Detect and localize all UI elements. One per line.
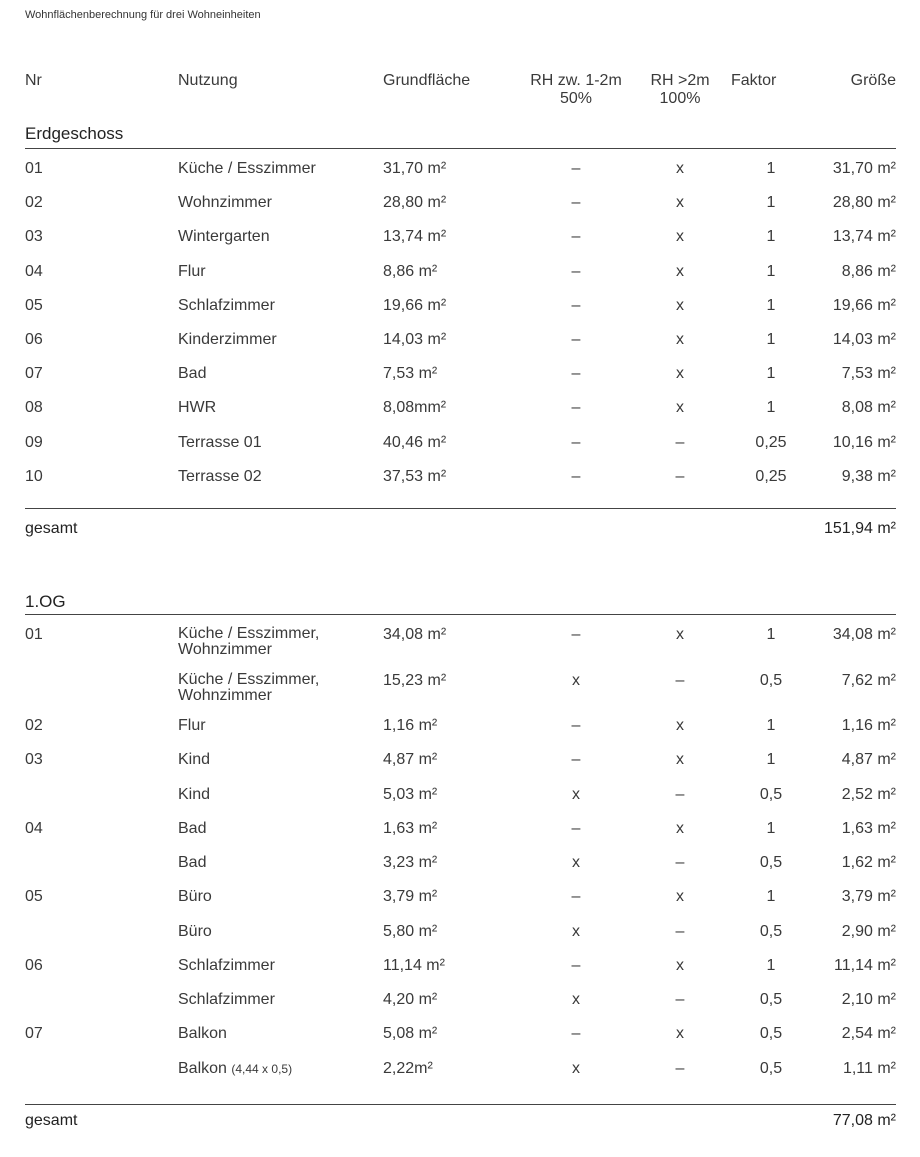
cell-rh-over-2m: x — [676, 399, 684, 416]
cell-faktor: 0,5 — [759, 1025, 783, 1042]
cell-grundflaeche: 31,70 m² — [383, 160, 447, 177]
cell-grundflaeche: 4,20 m² — [383, 991, 438, 1008]
section-divider — [25, 614, 896, 615]
cell-rh-1-2m: x — [572, 923, 580, 940]
cell-nr: 06 — [25, 957, 43, 974]
table-row — [0, 751, 920, 785]
cell-nutzung — [178, 717, 206, 734]
header-groesse: Größe — [850, 72, 896, 89]
cell-nutzung-label: Büro — [178, 888, 212, 905]
cell-nutzung-label: Bad — [178, 820, 207, 837]
cell-grundflaeche: 14,03 m² — [383, 331, 447, 348]
cell-rh-1-2m: x — [572, 991, 580, 1008]
cell-faktor: 0,25 — [755, 434, 787, 451]
cell-faktor: 1 — [766, 331, 776, 348]
cell-nutzung-label: Balkon — [178, 1025, 227, 1042]
cell-nr: 08 — [25, 399, 43, 416]
cell-rh-over-2m: – — [675, 672, 685, 689]
cell-rh-1-2m: – — [571, 194, 581, 211]
cell-nutzung — [178, 1025, 227, 1042]
section-divider — [25, 148, 896, 149]
cell-nutzung — [178, 399, 216, 416]
cell-nutzung — [178, 751, 210, 768]
cell-faktor: 1 — [766, 228, 776, 245]
cell-nutzung — [178, 263, 206, 280]
cell-faktor: 0,25 — [755, 468, 787, 485]
cell-groesse: 2,10 m² — [841, 991, 896, 1008]
cell-faktor: 1 — [766, 717, 776, 734]
table-row — [0, 434, 920, 468]
cell-faktor: 1 — [766, 626, 776, 643]
cell-rh-1-2m: – — [571, 820, 581, 837]
cell-nutzung-label: Kind — [178, 751, 211, 768]
cell-groesse: 1,63 m² — [841, 820, 896, 837]
section-title: Erdgeschoss — [25, 124, 124, 143]
cell-grundflaeche: 40,46 m² — [383, 434, 447, 451]
cell-grundflaeche: 13,74 m² — [383, 228, 447, 245]
cell-rh-over-2m: x — [676, 888, 684, 905]
header-faktor: Faktor — [731, 72, 777, 89]
cell-nr: 02 — [25, 194, 43, 211]
cell-rh-1-2m: – — [571, 888, 581, 905]
table-row — [0, 672, 920, 706]
table-row — [0, 923, 920, 957]
header-rh-1-2m — [516, 72, 636, 108]
cell-nutzung — [178, 331, 277, 348]
cell-nutzung-label: Küche / Esszimmer — [178, 160, 316, 177]
cell-nutzung-label: Kinderzimmer — [178, 331, 277, 348]
cell-rh-1-2m: – — [571, 468, 581, 485]
cell-nutzung — [178, 672, 319, 704]
cell-nr: 01 — [25, 626, 43, 643]
table-row — [0, 160, 920, 194]
cell-nutzung-label: Wohnzimmer — [178, 194, 272, 211]
cell-nutzung-label: Bad — [178, 854, 207, 871]
cell-nr: 01 — [25, 160, 43, 177]
table-row — [0, 1060, 920, 1094]
cell-nutzung-label: Flur — [178, 263, 206, 280]
cell-nutzung — [178, 957, 275, 974]
cell-nutzung — [178, 297, 275, 314]
cell-rh-over-2m: x — [676, 228, 684, 245]
cell-faktor: 0,5 — [759, 672, 783, 689]
cell-groesse: 9,38 m² — [841, 468, 896, 485]
cell-nutzung — [178, 365, 206, 382]
cell-nutzung — [178, 160, 316, 177]
cell-rh-1-2m: – — [571, 365, 581, 382]
table-row — [0, 626, 920, 660]
cell-faktor: 0,5 — [759, 923, 783, 940]
cell-rh-over-2m: x — [676, 820, 684, 837]
cell-faktor: 0,5 — [759, 786, 783, 803]
cell-rh-1-2m: – — [571, 399, 581, 416]
cell-faktor: 1 — [766, 263, 776, 280]
cell-rh-1-2m: – — [571, 751, 581, 768]
cell-rh-1-2m: – — [571, 1025, 581, 1042]
cell-grundflaeche: 15,23 m² — [383, 672, 447, 689]
cell-rh-over-2m: – — [675, 991, 685, 1008]
cell-nr: 07 — [25, 365, 43, 382]
cell-grundflaeche: 34,08 m² — [383, 626, 447, 643]
cell-nutzung-label: Küche / Esszimmer, — [178, 625, 320, 642]
cell-grundflaeche: 37,53 m² — [383, 468, 447, 485]
cell-rh-over-2m: x — [676, 751, 684, 768]
cell-nr: 04 — [25, 263, 43, 280]
cell-groesse: 31,70 m² — [832, 160, 896, 177]
cell-nutzung — [178, 228, 270, 245]
cell-faktor: 1 — [766, 297, 776, 314]
table-row — [0, 297, 920, 331]
cell-faktor: 1 — [766, 957, 776, 974]
cell-groesse: 3,79 m² — [841, 888, 896, 905]
cell-groesse: 11,14 m² — [834, 957, 896, 974]
header-rh-1-2m-percent: 50% — [559, 90, 593, 107]
table-row — [0, 365, 920, 399]
cell-nutzung — [178, 888, 212, 905]
cell-nutzung-label: Schlafzimmer — [178, 991, 275, 1008]
cell-nutzung-label: Terrasse 02 — [178, 468, 262, 485]
cell-rh-over-2m: x — [676, 331, 684, 348]
cell-grundflaeche: 1,63 m² — [383, 820, 438, 837]
cell-nutzung — [178, 194, 272, 211]
cell-faktor: 1 — [766, 820, 776, 837]
cell-faktor: 1 — [766, 194, 776, 211]
cell-nr: 07 — [25, 1025, 43, 1042]
cell-nr: 09 — [25, 434, 43, 451]
cell-grundflaeche: 19,66 m² — [383, 297, 447, 314]
cell-rh-1-2m: x — [572, 786, 580, 803]
cell-grundflaeche: 28,80 m² — [383, 194, 447, 211]
cell-faktor: 1 — [766, 888, 776, 905]
cell-groesse: 8,86 m² — [841, 263, 896, 280]
cell-rh-over-2m: x — [676, 194, 684, 211]
cell-nr: 02 — [25, 717, 43, 734]
table-row — [0, 1025, 920, 1059]
cell-rh-1-2m: – — [571, 228, 581, 245]
cell-groesse: 19,66 m² — [832, 297, 896, 314]
table-row — [0, 786, 920, 820]
cell-nutzung-label: Küche / Esszimmer, — [178, 671, 320, 688]
cell-rh-1-2m: x — [572, 1060, 580, 1077]
header-nutzung: Nutzung — [178, 72, 238, 89]
cell-nutzung — [178, 854, 206, 871]
header-nr: Nr — [25, 72, 42, 89]
table-row — [0, 717, 920, 751]
cell-rh-over-2m: x — [676, 297, 684, 314]
table-row — [0, 888, 920, 922]
cell-grundflaeche: 8,86 m² — [383, 263, 438, 280]
cell-groesse: 2,90 m² — [841, 923, 896, 940]
header-rh-1-2m-label: RH zw. 1-2m — [530, 72, 622, 89]
cell-rh-over-2m: – — [675, 468, 685, 485]
cell-nutzung — [178, 468, 262, 485]
cell-rh-1-2m: – — [571, 434, 581, 451]
cell-grundflaeche: 8,08mm² — [383, 399, 447, 416]
cell-groesse: 2,54 m² — [841, 1025, 896, 1042]
cell-rh-over-2m: – — [675, 1060, 685, 1077]
cell-faktor: 0,5 — [759, 854, 783, 871]
cell-nutzung-label: Büro — [178, 923, 212, 940]
cell-nr: 06 — [25, 331, 43, 348]
cell-faktor: 1 — [766, 751, 776, 768]
header-rh-over-2m-label: RH >2m — [650, 72, 710, 89]
cell-nr: 05 — [25, 297, 43, 314]
table-row — [0, 399, 920, 433]
cell-grundflaeche: 4,87 m² — [383, 751, 438, 768]
cell-grundflaeche: 7,53 m² — [383, 365, 438, 382]
cell-grundflaeche: 1,16 m² — [383, 717, 438, 734]
header-rh-over-2m — [630, 72, 730, 108]
cell-rh-over-2m: – — [675, 786, 685, 803]
cell-nutzung-label: Balkon — [178, 1060, 227, 1077]
cell-nutzung — [178, 1060, 292, 1078]
cell-nr: 05 — [25, 888, 43, 905]
cell-nutzung-label: Kind — [178, 786, 211, 803]
cell-nutzung — [178, 820, 206, 837]
section-title: 1.OG — [25, 592, 66, 611]
table-row — [0, 854, 920, 888]
cell-nutzung — [178, 923, 212, 940]
cell-rh-over-2m: – — [675, 854, 685, 871]
table-row — [0, 820, 920, 854]
cell-faktor: 0,5 — [759, 991, 783, 1008]
cell-groesse: 14,03 m² — [832, 331, 896, 348]
cell-nutzung — [178, 434, 262, 451]
cell-rh-over-2m: x — [676, 160, 684, 177]
cell-grundflaeche: 3,79 m² — [383, 888, 438, 905]
cell-groesse: 10,16 m² — [832, 434, 896, 451]
cell-nutzung-label: Bad — [178, 365, 207, 382]
cell-faktor: 1 — [766, 365, 776, 382]
cell-groesse: 7,62 m² — [841, 672, 896, 689]
cell-grundflaeche: 5,80 m² — [383, 923, 438, 940]
cell-rh-over-2m: x — [676, 626, 684, 643]
total-divider — [25, 508, 896, 509]
cell-rh-1-2m: – — [571, 626, 581, 643]
cell-nutzung-label: HWR — [178, 399, 217, 416]
cell-rh-1-2m: – — [571, 263, 581, 280]
cell-groesse: 8,08 m² — [841, 399, 896, 416]
table-row — [0, 228, 920, 262]
cell-rh-over-2m: – — [675, 434, 685, 451]
cell-faktor: 1 — [766, 399, 776, 416]
table-row — [0, 194, 920, 228]
table-row — [0, 468, 920, 502]
cell-nutzung — [178, 786, 210, 803]
table-row — [0, 957, 920, 991]
cell-nutzung-label: Flur — [178, 717, 206, 734]
table-header — [0, 72, 920, 112]
total-value: 151,94 m² — [823, 520, 896, 537]
cell-nr: 04 — [25, 820, 43, 837]
header-rh-over-2m-percent: 100% — [659, 90, 701, 107]
cell-rh-1-2m: – — [571, 717, 581, 734]
cell-nutzung-label: Terrasse 01 — [178, 434, 262, 451]
cell-rh-1-2m: – — [571, 957, 581, 974]
cell-nr: 03 — [25, 228, 43, 245]
cell-groesse: 7,53 m² — [841, 365, 896, 382]
cell-rh-1-2m: x — [572, 672, 580, 689]
cell-nutzung-label-line2: Wohnzimmer — [178, 687, 272, 704]
cell-rh-over-2m: – — [675, 923, 685, 940]
cell-grundflaeche: 2,22m² — [383, 1060, 433, 1077]
cell-rh-1-2m: – — [571, 160, 581, 177]
total-label: gesamt — [25, 1112, 78, 1129]
cell-nutzung — [178, 626, 319, 658]
total-divider — [25, 1104, 896, 1105]
document-title: Wohnflächenberechnung für drei Wohneinheiten — [25, 9, 261, 21]
total-value: 77,08 m² — [832, 1112, 896, 1129]
cell-groesse: 34,08 m² — [832, 626, 896, 643]
header-grundflaeche: Grundfläche — [383, 72, 471, 89]
cell-groesse: 1,11 m² — [842, 1060, 896, 1077]
table-row — [0, 991, 920, 1025]
cell-faktor: 0,5 — [759, 1060, 783, 1077]
cell-groesse: 1,62 m² — [841, 854, 896, 871]
table-row — [0, 331, 920, 365]
cell-rh-over-2m: x — [676, 717, 684, 734]
cell-grundflaeche: 11,14 m² — [383, 957, 445, 974]
total-label: gesamt — [25, 520, 78, 537]
cell-grundflaeche: 3,23 m² — [383, 854, 438, 871]
cell-grundflaeche: 5,08 m² — [383, 1025, 438, 1042]
cell-rh-over-2m: x — [676, 1025, 684, 1042]
cell-nutzung — [178, 991, 275, 1008]
cell-faktor: 1 — [766, 160, 776, 177]
cell-rh-1-2m: – — [571, 297, 581, 314]
cell-nutzung-label: Schlafzimmer — [178, 297, 275, 314]
cell-groesse: 2,52 m² — [841, 786, 896, 803]
cell-nutzung-label: Schlafzimmer — [178, 957, 275, 974]
cell-rh-over-2m: x — [676, 365, 684, 382]
cell-rh-1-2m: – — [571, 331, 581, 348]
table-row — [0, 263, 920, 297]
cell-nr: 10 — [25, 468, 43, 485]
cell-nutzung-note: (4,44 x 0,5) — [231, 1062, 293, 1076]
cell-rh-over-2m: x — [676, 957, 684, 974]
cell-groesse: 4,87 m² — [841, 751, 896, 768]
cell-nutzung-label: Wintergarten — [178, 228, 270, 245]
cell-nr: 03 — [25, 751, 43, 768]
cell-rh-over-2m: x — [676, 263, 684, 280]
cell-groesse: 28,80 m² — [832, 194, 896, 211]
cell-grundflaeche: 5,03 m² — [383, 786, 438, 803]
cell-groesse: 1,16 m² — [841, 717, 896, 734]
cell-rh-1-2m: x — [572, 854, 580, 871]
cell-nutzung-label-line2: Wohnzimmer — [178, 641, 272, 658]
cell-groesse: 13,74 m² — [832, 228, 896, 245]
